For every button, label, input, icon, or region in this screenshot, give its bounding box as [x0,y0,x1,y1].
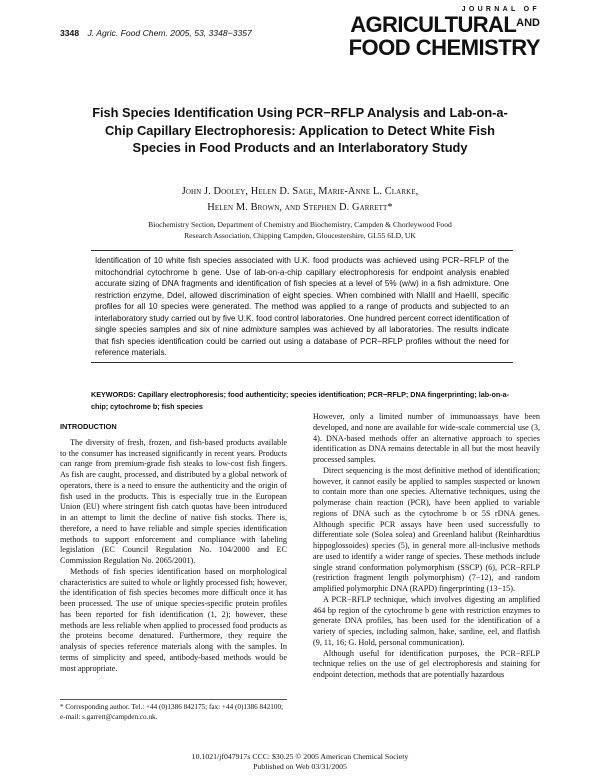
journal-logo-line1: JOURNAL OF [461,6,540,13]
corresponding-author-footnote: * Corresponding author. Tel.: +44 (0)1386 842175; fax: +44 (0)1386 842100; e-mail: s.garrett@campden.co.uk. [60,699,287,722]
running-head [60,28,252,38]
intro-paragraph-1: The diversity of fresh, frozen, and fish-based products available to the consumer has increased significantly in recent years. Products can range from premium-grade fish steaks to low-cost fish fingers. As fish are caught, processed, and distributed by a global network of operators, there is a need to ensure the authenticity and the origin of fish used in the products. This is especially true in the European Union (EU) where stringent fish catch quotas have been introduced in an attempt to limit the decline of native fish stocks. There is, therefore, a need to have reliable and simple species identification methods to support enforcement and compliance with labeling legislation (EC Council Regulation No. 104/2000 and EC Commission Regulation No. 2065/2001). [60,437,287,565]
author-line-2: Helen M. Brown, and Stephen D. Garrett* [207,202,393,213]
published-date: Published on Web 03/31/2005 [253,762,347,771]
introduction-heading: INTRODUCTION [60,422,117,431]
doi-line: 10.1021/jf047917s CCC: $30.25 © 2005 American Chemical Society [191,752,409,761]
journal-citation: J. Agric. Food Chem. 2005, 53, 3348−3357 [87,28,252,38]
author-list [80,184,520,216]
left-column [60,422,287,674]
right-paragraph-1: However, only a limited number of immunoassays have been developed, and none are available for wide-scale commercial use (3, 4). DNA-based methods offer an alternative approach to species identification as DNA remains detectable in all but the most heavily processed samples. [313,412,540,464]
journal-logo [349,6,540,59]
journal-logo-line2 [349,14,540,36]
right-paragraph-4: Although useful for identification purposes, the PCR−RFLP technique relies on the use of gel electrophoresis and staining for endpoint detection, methods that are potentially hazardous [313,648,540,679]
journal-logo-agricultural: AGRICULTURAL [350,12,517,37]
keywords-label: KEYWORDS: [91,390,136,399]
publication-info [0,752,600,772]
right-paragraph-3: A PCR−RFLP technique, which involves digesting an amplified 464 bp region of the cytochrome b gene with restriction enzymes to generate DNA profiles, has been used for the identification of a variety of species, including salmon, hake, sardine, eel, and flatfish (9, 11, 16; G. Hold, personal communication). [313,594,540,647]
keywords [91,389,513,412]
right-paragraph-2: Direct sequencing is the most definitive method of identification; however, it cannot easily be applied to samples suspected or known to contain more than one species. Alternative techniques, using the polymerase chain reaction (PCR), have been applied to variable regions of DNA such as the cytochrome b or 5S rDNA genes. Although specific PCR assays have been used successfully to differentiate sole (Solea solea) and Greenland halibut (Reinhardtius hippoglossoides) species (5), in general more all-inclusive methods are used to identify a wider range of species. These methods include single strand conformation polymorphism (SSCP) (6), PCR−RFLP (restriction fragment length polymorphism) (7−12), and random amplified polymorphic DNA (RAPD) fingerprinting (13−15). [313,465,540,593]
keywords-text: Capillary electrophoresis; food authenticity; species identification; PCR−RFLP; DNA fingerprinting; lab-on-a-chip; cytochrome b; fish species [91,390,510,411]
journal-logo-and: AND [516,17,540,29]
right-column [313,412,540,681]
affiliation: Biochemistry Section, Department of Chemistry and Biochemistry, Campden & Chorleywood Food Research Association, Chipping Campden, Gloucestershire, GL55 6LD, UK [148,220,452,240]
intro-paragraph-2: Methods of fish species identification based on morphological characteristics are suited to whole or lightly processed fish; however, the identification of fish species becomes more difficult once it has been processed. The use of unique species-specific protein profiles has been reported for fish identification (1, 2); however, these methods are less reliable when applied to processed food products as the proteins become denatured. Furthermore, they require the analysis of species reference materials along with the samples. In terms of simplicity and speed, antibody-based methods would be most appropriate. [60,566,287,673]
abstract: Identification of 10 white fish species associated with U.K. food products was achieved using PCR−RFLP of the mitochondrial cytochrome b gene. Use of lab-on-a-chip capillary electrophoresis for endpoint analysis enabled accurate sizing of DNA fragments and identification of fish species at a level of 5% (w/w) in a fish admixture. One restriction enzyme, DdeI, allowed discrimination of eight species. When combined with NlaIII and HaeIII, specific profiles for all 10 species were generated. The method was applied to a range of products and subjected to an interlaboratory study carried out by five U.K. food control laboratories. One hundred percent correct identification of single species samples and six of nine admixture samples was achieved by all laboratories. The results indicate that fish species identification could be carried out using a database of PCR−RFLP profiles without the need for reference materials. [91,250,513,363]
author-line-1: John J. Dooley, Helen D. Sage, Marie-Anne L. Clarke, [181,186,419,197]
journal-logo-line3: FOOD CHEMISTRY [348,35,540,60]
article-title: Fish Species Identification Using PCR−RFLP Analysis and Lab-on-a-Chip Capillary Electrophoresis: Application to Detect White Fish Species in Food Products and an Interlaboratory Study [92,105,508,155]
page-number: 3348 [60,28,80,38]
